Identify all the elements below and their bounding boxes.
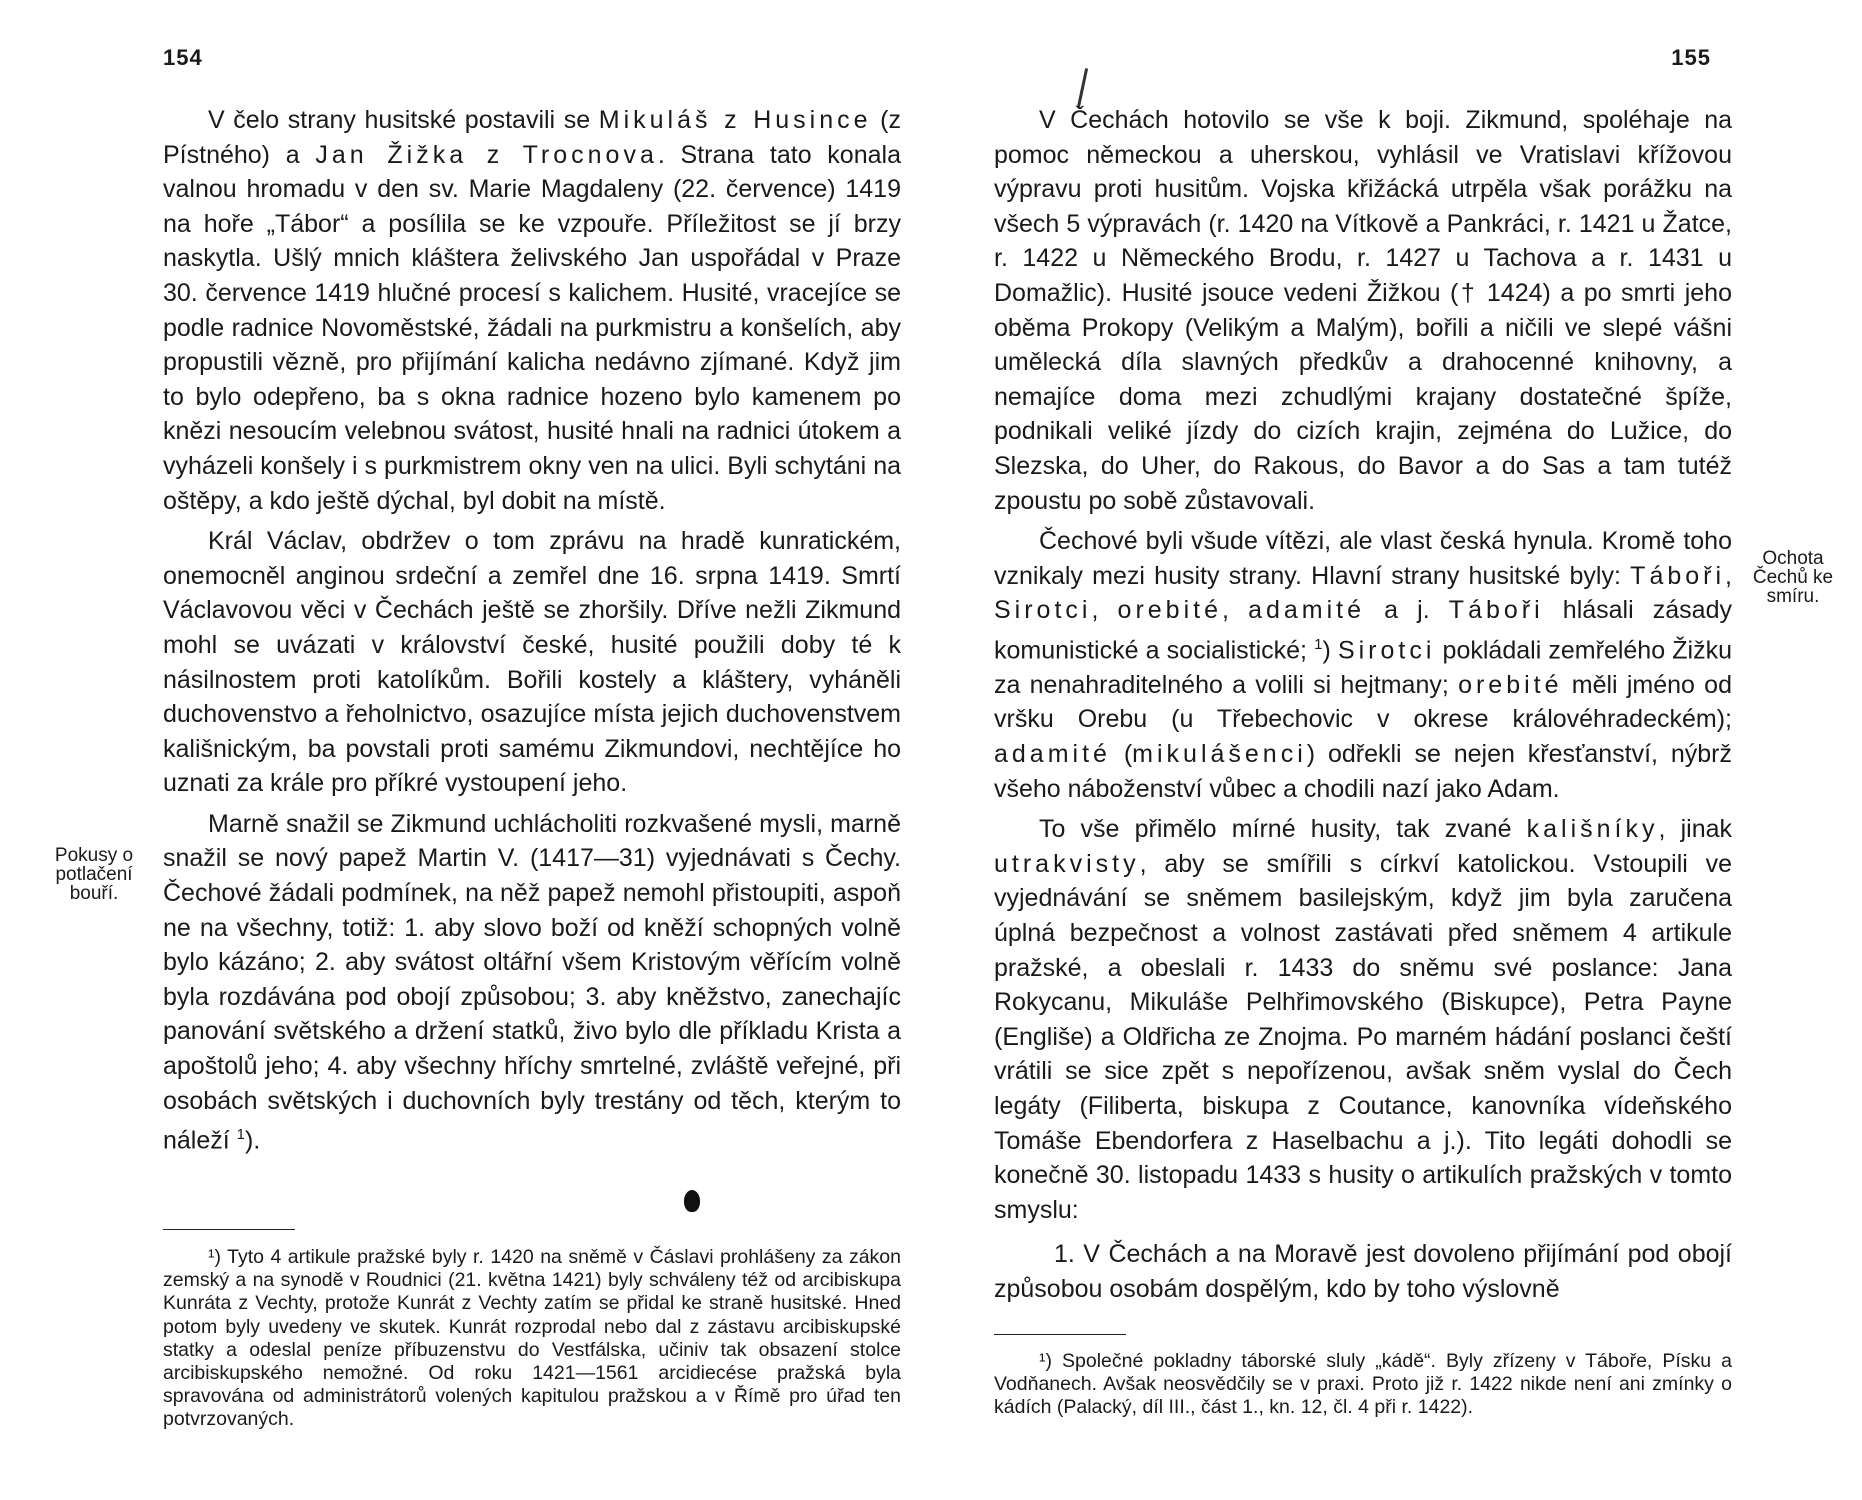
footnote-rule [994, 1334, 1126, 1335]
text-run: , [1222, 596, 1249, 625]
text-run: ). [245, 1126, 261, 1155]
text-run: měli jméno od vršku Orebu (u Třebechovic v okrese královéhradeckém); [994, 670, 1732, 734]
text-run: a j. [1365, 596, 1449, 625]
text-run: (z Pístného) a [163, 106, 901, 169]
text-run: V Čechách hotovilo se vše k boji. Zikmund, spoléhaje na pomoc německou a uherskou, vyhlásil ve Vratislavi křížovou výpravu proti husitům. Vojska křižácká utrpěla však porážku na všech 5 výpravách (r. 1420 na Vítkově a Pankráci, r. 1421 u Žatce, r. 1422 u Německého Brodu, r. 1427 u Tachova a r. 1431 u Domažlic). Husité jsouce vedeni Žižkou († 1424) a po smrti jeho oběma Prokopy (Velikým a Malým), bořili a ničili ve slepé vášni umělecká díla slavných předkův a drahocenné knihovny, a nemajíce doma mezi zchudlými krajany dostatečné špíže, podnikali veliké jízdy do cizích krajin, zejména do Lužice, do Slezska, do Uher, do Rakous, do Bavor a do Sas a tam tutéž zpoustu po sobě zůstavovali. [994, 106, 1732, 515]
spaced-name: Táboři [1448, 596, 1544, 625]
article-item-1: 1. V Čechách a na Moravě jest dovoleno přijímání pod obojí způsobou osobám dospělým, kdo by toho výslovně [994, 1240, 1732, 1303]
text-run: , jinak [1658, 815, 1733, 844]
spaced-name: orebité [1117, 596, 1222, 625]
footnote: ¹) Společné pokladny táborské sluly „kádě“. Byly zřízeny v Táboře, Písku a Vodňanech. Avšak neosvědčily se v praxi. Proto již r. 1422 nikde není ani zmínky o kádích (Palacký, díl III., část 1., kn. 12, čl. 4 při r. 1422). [994, 1350, 1732, 1419]
paragraph [994, 812, 1732, 1227]
spaced-name: Táboři [1630, 561, 1726, 590]
text-run: , [1091, 596, 1118, 625]
text-run: Marně snažil se Zikmund uchlácholiti rozkvašené mysli, marně snažil se nový papež Martin V. (1417—31) vyjednávati s Čechy. Čechové žádali podmínek, na něž papež nemohl přistoupiti, aspoň ne na všechny, totiž: 1. aby slovo boží od kněží schopných volně bylo kázáno; 2. aby svátost oltářní všem Kristovým věřícím volně byla rozdávána pod obojí způsobou; 3. aby kněžstvo, zanechajíc panování světského a držení statků, živo bylo dle příkladu Krista a apoštolů jeho; 4. aby všechny hříchy smrtelné, zvláště veřejné, při osobách světských i duchovních byly trestány od těch, kterým to náleží [163, 809, 901, 1155]
spaced-name: utrakvisty [994, 849, 1140, 878]
footnote-rule [163, 1229, 295, 1230]
left-body-text [163, 103, 901, 1158]
ink-blot [684, 1190, 700, 1212]
footnotes-left [163, 1246, 901, 1432]
text-run: . Strana tato konala valnou hromadu v den sv. Marie Magdaleny (22. července) 1419 na hoře „Tábor“ a posílila se ke vzpouře. Příležitost se jí brzy naskytla. Ušlý mnich kláštera želivského Jan uspořádal v Praze 30. července 1419 hlučné procesí s kalichem. Husité, vracejíce se podle radnice Novoměstské, žádali na purkmistru a konšelích, aby propustili vězně, pro přijímání kalicha nedávno zjímané. Když jim to bylo odepřeno, ba s okna radnice hozeno bylo kamenem po knězi nesoucím velebnou svátost, husité hnali na radnici útokem a vyházeli konšely i s purkmistrem okny ven na ulici. Byli schytáni na oštěpy, a kdo ještě dýchal, byl dobit na místě. [163, 140, 901, 515]
paragraph [994, 524, 1732, 806]
paragraph [163, 103, 901, 518]
right-page [931, 0, 1862, 1500]
text-run: Král Václav, obdržev o tom zprávu na hradě kunratickém, onemocněl anginou srdeční a zemřel dne 16. srpna 1419. Smrtí Václavovou věci v Čechách ještě se zhoršily. Dříve nežli Zikmund mohl se uvázati v království české, husité použili doby té k násilnostem proti katolíkům. Bořili kostely a kláštery, vyháněli duchovenstvo a řeholnictvo, osazujíce místa jejich duchovenstvem kališnickým, ba povstali proti samému Zikmundovi, nechtějíce ho uznati za krále pro příkré vystoupení jeho. [163, 527, 901, 798]
spaced-name: Sirotci [1337, 636, 1436, 665]
footnote-ref: 1 [1314, 635, 1323, 653]
text-run: , aby se smířili s církví katolickou. Vstoupili ve vyjednávání se sněmem basilejským, když jim byla zaručena úplná bezpečnost a volnost zastávati před sněmem 4 artikule pražské, a obeslali r. 1433 do sněmu své poslance: Jana Rokycanu, Mikuláše Pelhřimovského (Biskupce), Petra Payne (Engliše) a Oldřicha ze Znojma. Po marném hádání poslanci čeští vrátili se sice zpět s nepořízenou, avšak sněm vyslal do Čech legáty (Filiberta, biskupa z Coutance, kanovníka vídeňského Tomáše Ebendorfera z Haselbachu a j.). Tito legáti dohodli se konečně 30. listopadu 1433 s husity o artikulích pražských v tomto smyslu: [994, 849, 1732, 1224]
footnote-ref: 1 [236, 1126, 246, 1144]
spaced-name: adamité [994, 740, 1111, 769]
paragraph [163, 524, 901, 801]
margin-note-right: Ochota Čechů ke smíru. [1752, 548, 1834, 607]
page-number-left: 154 [163, 45, 203, 70]
spaced-name: Sirotci [994, 596, 1092, 625]
text-run: ) [1322, 636, 1338, 665]
text-run: Čechové byli všude vítězi, ale vlast česká hynula. Kromě toho vznikaly mezi husity strany. Hlavní strany husitské byly: [994, 527, 1732, 590]
spaced-name: kališníky [1526, 815, 1659, 844]
paragraph [994, 103, 1732, 518]
right-body-text [994, 103, 1732, 1307]
text-run: ( [1110, 740, 1133, 769]
text-run: V čelo strany husitské postavili se [208, 106, 599, 134]
footnotes-right [994, 1350, 1732, 1420]
text-run: To vše přimělo mírné husity, tak zvané [1039, 815, 1527, 844]
text-run: hlásali zásady komunistické a socialistické; [994, 596, 1732, 665]
footnote: ¹) Tyto 4 artikule pražské byly r. 1420 na sněmě v Čáslavi prohlášeny za zákon zemský a na synodě v Roudnici (21. května 1421) byly schváleny též od arcibiskupa Kunráta z Vechty, protože Kunrát z Vechty zatím se přidal ke straně husitské. Hned potom byly uvedeny ve skutek. Kunrát rozprodal nebo dal z zástavu arcibiskupské statky a odeslal peníze příbuzenstvu do Vestfálska, učiniv tak obsazení stolce arcibiskupského nemožné. Od roku 1421—1561 arcidiecése pražská byla spravována od administrátorů volených kapitulou pražskou a v Římě pro úřad ten potvrzovaných. [163, 1246, 901, 1431]
spaced-name: Jan Žižka z Trocnova [315, 140, 658, 169]
spaced-name: adamité [1248, 596, 1366, 625]
paragraph [163, 807, 901, 1158]
pencil-mark [1077, 68, 1088, 108]
page-number-right: 155 [1671, 45, 1711, 70]
text-run: , [1725, 561, 1732, 590]
spaced-name: mikulášenci [1132, 740, 1307, 769]
margin-note-left: Pokusy o potlačení bouří. [54, 845, 134, 904]
spaced-name: orebité [1458, 670, 1563, 699]
text-run: ) odřekli se nejen křesťanství, nýbrž všeho náboženství vůbec a chodili nazí jako Adam. [994, 740, 1733, 803]
text-run: pokládali zemřelého Žižku za nenahraditelného a volili si hejtmany; [994, 636, 1732, 699]
spaced-name: Mikuláš z Husince [598, 106, 872, 134]
